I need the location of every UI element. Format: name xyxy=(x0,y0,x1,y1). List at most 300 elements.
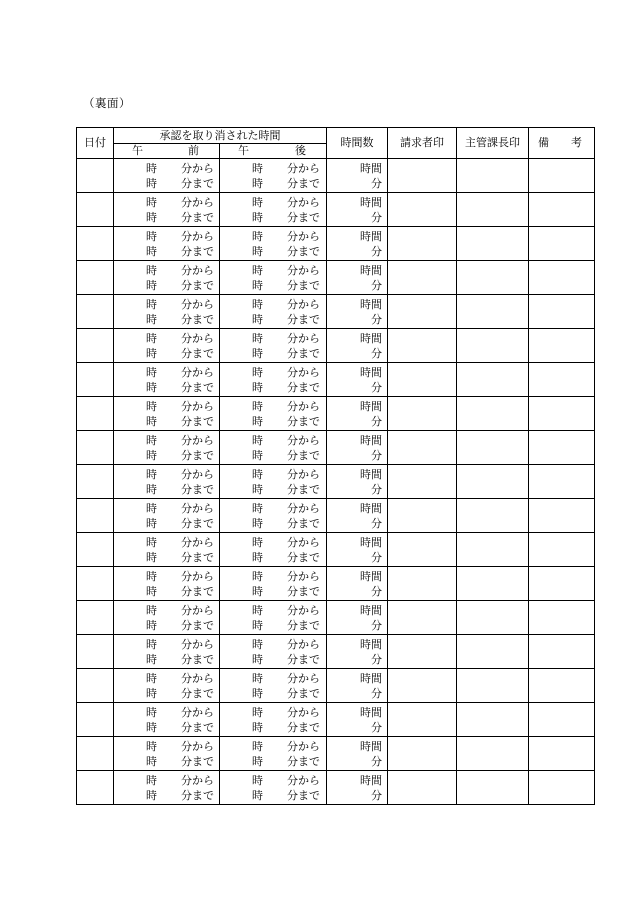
until-label: 分まで xyxy=(287,346,320,360)
hour-label: 時 xyxy=(146,161,157,175)
date-cell[interactable] xyxy=(77,703,114,737)
table-row xyxy=(77,669,595,703)
date-cell[interactable] xyxy=(77,329,114,363)
until-label: 分まで xyxy=(287,618,320,632)
remarks-cell[interactable] xyxy=(529,669,595,703)
header-remarks-first: 備 xyxy=(538,136,549,149)
header-hours-count: 時間数 xyxy=(327,128,388,159)
date-cell[interactable] xyxy=(77,499,114,533)
until-label: 分まで xyxy=(287,788,320,802)
duration-min-label: 分 xyxy=(371,788,382,802)
hours-count-cell[interactable] xyxy=(327,193,388,227)
from-label: 分から xyxy=(181,705,214,719)
until-label: 分まで xyxy=(287,176,320,190)
from-label: 分から xyxy=(287,773,320,787)
until-label: 分まで xyxy=(287,754,320,768)
remarks-cell[interactable] xyxy=(529,635,595,669)
hour-label: 時 xyxy=(146,433,157,447)
hours-count-cell[interactable] xyxy=(327,737,388,771)
from-label: 分から xyxy=(181,535,214,549)
hour-label: 時 xyxy=(252,501,263,515)
header-requester-seal: 請求者印 xyxy=(388,128,457,159)
from-label: 分から xyxy=(181,229,214,243)
from-label: 分から xyxy=(181,569,214,583)
remarks-cell[interactable] xyxy=(529,261,595,295)
am-time-cell[interactable] xyxy=(114,635,220,669)
until-label: 分まで xyxy=(181,448,214,462)
hour-label: 時 xyxy=(146,297,157,311)
until-label: 分まで xyxy=(181,652,214,666)
manager-seal-cell[interactable] xyxy=(457,193,529,227)
header-am xyxy=(114,144,220,159)
hour-label: 時 xyxy=(146,516,157,530)
date-cell[interactable] xyxy=(77,159,114,193)
until-label: 分まで xyxy=(181,686,214,700)
until-label: 分まで xyxy=(181,482,214,496)
hour-label: 時 xyxy=(252,331,263,345)
hour-label: 時 xyxy=(252,210,263,224)
from-label: 分から xyxy=(287,603,320,617)
pm-time-cell[interactable] xyxy=(220,227,327,261)
hour-label: 時 xyxy=(252,312,263,326)
remarks-cell[interactable] xyxy=(529,159,595,193)
table-row xyxy=(77,533,595,567)
from-label: 分から xyxy=(287,637,320,651)
duration-hour-label: 時間 xyxy=(360,399,382,413)
hour-label: 時 xyxy=(252,297,263,311)
pm-time-cell[interactable] xyxy=(220,431,327,465)
pm-time-cell[interactable] xyxy=(220,601,327,635)
until-label: 分まで xyxy=(287,550,320,564)
table-row xyxy=(77,499,595,533)
from-label: 分から xyxy=(181,297,214,311)
pm-time-cell[interactable] xyxy=(220,669,327,703)
until-label: 分まで xyxy=(181,788,214,802)
until-label: 分まで xyxy=(287,244,320,258)
requester-seal-cell[interactable] xyxy=(388,193,457,227)
hours-count-cell[interactable] xyxy=(327,533,388,567)
am-time-cell[interactable] xyxy=(114,329,220,363)
hour-label: 時 xyxy=(146,671,157,685)
requester-seal-cell[interactable] xyxy=(388,261,457,295)
until-label: 分まで xyxy=(181,210,214,224)
hour-label: 時 xyxy=(146,501,157,515)
until-label: 分まで xyxy=(287,584,320,598)
remarks-cell[interactable] xyxy=(529,295,595,329)
am-time-cell[interactable] xyxy=(114,499,220,533)
until-label: 分まで xyxy=(287,278,320,292)
hour-label: 時 xyxy=(252,176,263,190)
hour-label: 時 xyxy=(252,569,263,583)
requester-seal-cell[interactable] xyxy=(388,397,457,431)
hours-count-cell[interactable] xyxy=(327,567,388,601)
manager-seal-cell[interactable] xyxy=(457,533,529,567)
hour-label: 時 xyxy=(252,399,263,413)
hour-label: 時 xyxy=(146,637,157,651)
duration-min-label: 分 xyxy=(371,686,382,700)
remarks-cell[interactable] xyxy=(529,771,595,805)
duration-hour-label: 時間 xyxy=(360,161,382,175)
from-label: 分から xyxy=(181,671,214,685)
date-cell[interactable] xyxy=(77,737,114,771)
hours-count-cell[interactable] xyxy=(327,669,388,703)
hours-count-cell[interactable] xyxy=(327,261,388,295)
duration-min-label: 分 xyxy=(371,584,382,598)
hours-count-cell[interactable] xyxy=(327,363,388,397)
manager-seal-cell[interactable] xyxy=(457,703,529,737)
date-cell[interactable] xyxy=(77,601,114,635)
hour-label: 時 xyxy=(146,380,157,394)
duration-min-label: 分 xyxy=(371,380,382,394)
hour-label: 時 xyxy=(252,773,263,787)
hour-label: 時 xyxy=(146,467,157,481)
until-label: 分まで xyxy=(181,584,214,598)
manager-seal-cell[interactable] xyxy=(457,363,529,397)
manager-seal-cell[interactable] xyxy=(457,465,529,499)
until-label: 分まで xyxy=(181,312,214,326)
pm-time-cell[interactable] xyxy=(220,397,327,431)
am-time-cell[interactable] xyxy=(114,669,220,703)
am-time-cell[interactable] xyxy=(114,703,220,737)
duration-min-label: 分 xyxy=(371,346,382,360)
am-time-cell[interactable] xyxy=(114,465,220,499)
until-label: 分まで xyxy=(287,686,320,700)
am-time-cell[interactable] xyxy=(114,227,220,261)
remarks-cell[interactable] xyxy=(529,737,595,771)
pm-time-cell[interactable] xyxy=(220,295,327,329)
date-cell[interactable] xyxy=(77,431,114,465)
am-time-cell[interactable] xyxy=(114,159,220,193)
manager-seal-cell[interactable] xyxy=(457,601,529,635)
from-label: 分から xyxy=(287,195,320,209)
hour-label: 時 xyxy=(146,448,157,462)
pm-time-cell[interactable] xyxy=(220,567,327,601)
duration-hour-label: 時間 xyxy=(360,365,382,379)
date-cell[interactable] xyxy=(77,635,114,669)
hour-label: 時 xyxy=(146,482,157,496)
am-time-cell[interactable] xyxy=(114,261,220,295)
am-time-cell[interactable] xyxy=(114,601,220,635)
remarks-cell[interactable] xyxy=(529,193,595,227)
from-label: 分から xyxy=(181,773,214,787)
requester-seal-cell[interactable] xyxy=(388,771,457,805)
manager-seal-cell[interactable] xyxy=(457,397,529,431)
hour-label: 時 xyxy=(146,195,157,209)
date-cell[interactable] xyxy=(77,363,114,397)
until-label: 分まで xyxy=(181,278,214,292)
manager-seal-cell[interactable] xyxy=(457,499,529,533)
requester-seal-cell[interactable] xyxy=(388,431,457,465)
date-cell[interactable] xyxy=(77,261,114,295)
duration-hour-label: 時間 xyxy=(360,535,382,549)
duration-hour-label: 時間 xyxy=(360,739,382,753)
remarks-cell[interactable] xyxy=(529,431,595,465)
header-am-second: 前 xyxy=(188,144,199,157)
manager-seal-cell[interactable] xyxy=(457,261,529,295)
hour-label: 時 xyxy=(252,365,263,379)
hour-label: 時 xyxy=(252,516,263,530)
table-row xyxy=(77,261,595,295)
remarks-cell[interactable] xyxy=(529,397,595,431)
until-label: 分まで xyxy=(181,346,214,360)
hours-count-cell[interactable] xyxy=(327,227,388,261)
date-cell[interactable] xyxy=(77,567,114,601)
pm-time-cell[interactable] xyxy=(220,159,327,193)
hour-label: 時 xyxy=(146,773,157,787)
manager-seal-cell[interactable] xyxy=(457,227,529,261)
hour-label: 時 xyxy=(146,603,157,617)
duration-min-label: 分 xyxy=(371,652,382,666)
requester-seal-cell[interactable] xyxy=(388,363,457,397)
from-label: 分から xyxy=(181,467,214,481)
am-time-cell[interactable] xyxy=(114,295,220,329)
hour-label: 時 xyxy=(146,210,157,224)
from-label: 分から xyxy=(287,739,320,753)
table-row xyxy=(77,771,595,805)
from-label: 分から xyxy=(287,501,320,515)
header-cancelled-time: 承認を取り消された時間 xyxy=(114,128,327,144)
pm-time-cell[interactable] xyxy=(220,635,327,669)
duration-hour-label: 時間 xyxy=(360,229,382,243)
from-label: 分から xyxy=(181,433,214,447)
from-label: 分から xyxy=(181,263,214,277)
hours-count-cell[interactable] xyxy=(327,397,388,431)
remarks-cell[interactable] xyxy=(529,499,595,533)
until-label: 分まで xyxy=(181,176,214,190)
hour-label: 時 xyxy=(252,618,263,632)
hour-label: 時 xyxy=(146,346,157,360)
requester-seal-cell[interactable] xyxy=(388,499,457,533)
duration-hour-label: 時間 xyxy=(360,773,382,787)
duration-min-label: 分 xyxy=(371,448,382,462)
pm-time-cell[interactable] xyxy=(220,193,327,227)
pm-time-cell[interactable] xyxy=(220,261,327,295)
requester-seal-cell[interactable] xyxy=(388,329,457,363)
remarks-cell[interactable] xyxy=(529,567,595,601)
am-time-cell[interactable] xyxy=(114,567,220,601)
duration-min-label: 分 xyxy=(371,482,382,496)
hours-count-cell[interactable] xyxy=(327,771,388,805)
table-row xyxy=(77,465,595,499)
requester-seal-cell[interactable] xyxy=(388,227,457,261)
duration-hour-label: 時間 xyxy=(360,263,382,277)
requester-seal-cell[interactable] xyxy=(388,737,457,771)
requester-seal-cell[interactable] xyxy=(388,669,457,703)
hours-count-cell[interactable] xyxy=(327,703,388,737)
from-label: 分から xyxy=(181,161,214,175)
hour-label: 時 xyxy=(146,331,157,345)
hour-label: 時 xyxy=(252,195,263,209)
header-am-first: 午 xyxy=(132,144,143,157)
am-time-cell[interactable] xyxy=(114,397,220,431)
hour-label: 時 xyxy=(252,754,263,768)
manager-seal-cell[interactable] xyxy=(457,329,529,363)
duration-min-label: 分 xyxy=(371,278,382,292)
requester-seal-cell[interactable] xyxy=(388,635,457,669)
duration-hour-label: 時間 xyxy=(360,705,382,719)
pm-time-cell[interactable] xyxy=(220,703,327,737)
hours-count-cell[interactable] xyxy=(327,295,388,329)
from-label: 分から xyxy=(287,705,320,719)
header-pm xyxy=(220,144,327,159)
hours-count-cell[interactable] xyxy=(327,431,388,465)
duration-min-label: 分 xyxy=(371,516,382,530)
pm-time-cell[interactable] xyxy=(220,465,327,499)
hour-label: 時 xyxy=(146,618,157,632)
pm-time-cell[interactable] xyxy=(220,499,327,533)
from-label: 分から xyxy=(287,229,320,243)
am-time-cell[interactable] xyxy=(114,737,220,771)
manager-seal-cell[interactable] xyxy=(457,159,529,193)
hour-label: 時 xyxy=(146,754,157,768)
until-label: 分まで xyxy=(287,448,320,462)
from-label: 分から xyxy=(287,331,320,345)
duration-hour-label: 時間 xyxy=(360,603,382,617)
duration-hour-label: 時間 xyxy=(360,671,382,685)
date-cell[interactable] xyxy=(77,465,114,499)
until-label: 分まで xyxy=(181,516,214,530)
table-row xyxy=(77,329,595,363)
hour-label: 時 xyxy=(252,637,263,651)
from-label: 分から xyxy=(287,263,320,277)
date-cell[interactable] xyxy=(77,533,114,567)
requester-seal-cell[interactable] xyxy=(388,567,457,601)
manager-seal-cell[interactable] xyxy=(457,771,529,805)
hour-label: 時 xyxy=(146,229,157,243)
table-row xyxy=(77,159,595,193)
table-row xyxy=(77,397,595,431)
date-cell[interactable] xyxy=(77,771,114,805)
table-row xyxy=(77,635,595,669)
hours-count-cell[interactable] xyxy=(327,635,388,669)
requester-seal-cell[interactable] xyxy=(388,465,457,499)
hour-label: 時 xyxy=(252,229,263,243)
requester-seal-cell[interactable] xyxy=(388,601,457,635)
manager-seal-cell[interactable] xyxy=(457,431,529,465)
hour-label: 時 xyxy=(146,278,157,292)
am-time-cell[interactable] xyxy=(114,363,220,397)
duration-min-label: 分 xyxy=(371,754,382,768)
header-remarks xyxy=(529,128,595,159)
hour-label: 時 xyxy=(146,705,157,719)
hour-label: 時 xyxy=(146,652,157,666)
remarks-cell[interactable] xyxy=(529,465,595,499)
hour-label: 時 xyxy=(252,550,263,564)
hour-label: 時 xyxy=(146,584,157,598)
table-row xyxy=(77,193,595,227)
hours-count-cell[interactable] xyxy=(327,465,388,499)
am-time-cell[interactable] xyxy=(114,771,220,805)
hours-count-cell[interactable] xyxy=(327,499,388,533)
date-cell[interactable] xyxy=(77,193,114,227)
pm-time-cell[interactable] xyxy=(220,737,327,771)
duration-hour-label: 時間 xyxy=(360,467,382,481)
am-time-cell[interactable] xyxy=(114,193,220,227)
until-label: 分まで xyxy=(181,618,214,632)
remarks-cell[interactable] xyxy=(529,703,595,737)
from-label: 分から xyxy=(181,365,214,379)
date-cell[interactable] xyxy=(77,397,114,431)
until-label: 分まで xyxy=(181,414,214,428)
hour-label: 時 xyxy=(252,535,263,549)
manager-seal-cell[interactable] xyxy=(457,567,529,601)
requester-seal-cell[interactable] xyxy=(388,533,457,567)
hours-count-cell[interactable] xyxy=(327,329,388,363)
header-pm-first: 午 xyxy=(238,144,249,157)
date-cell[interactable] xyxy=(77,295,114,329)
header-remarks-second: 考 xyxy=(571,136,582,149)
hour-label: 時 xyxy=(252,671,263,685)
date-cell[interactable] xyxy=(77,669,114,703)
hour-label: 時 xyxy=(146,569,157,583)
pm-time-cell[interactable] xyxy=(220,363,327,397)
pm-time-cell[interactable] xyxy=(220,771,327,805)
date-cell[interactable] xyxy=(77,227,114,261)
am-time-cell[interactable] xyxy=(114,533,220,567)
hour-label: 時 xyxy=(146,535,157,549)
table-row xyxy=(77,601,595,635)
hour-label: 時 xyxy=(252,603,263,617)
remarks-cell[interactable] xyxy=(529,227,595,261)
duration-min-label: 分 xyxy=(371,176,382,190)
table-row xyxy=(77,703,595,737)
hour-label: 時 xyxy=(252,244,263,258)
header-row-top xyxy=(77,128,595,144)
duration-hour-label: 時間 xyxy=(360,501,382,515)
duration-min-label: 分 xyxy=(371,312,382,326)
hour-label: 時 xyxy=(146,788,157,802)
manager-seal-cell[interactable] xyxy=(457,295,529,329)
manager-seal-cell[interactable] xyxy=(457,669,529,703)
duration-hour-label: 時間 xyxy=(360,195,382,209)
hour-label: 時 xyxy=(146,686,157,700)
from-label: 分から xyxy=(181,603,214,617)
header-date: 日付 xyxy=(77,128,114,159)
remarks-cell[interactable] xyxy=(529,533,595,567)
hour-label: 時 xyxy=(252,584,263,598)
until-label: 分まで xyxy=(181,244,214,258)
requester-seal-cell[interactable] xyxy=(388,703,457,737)
time-cancellation-table xyxy=(76,127,595,805)
requester-seal-cell[interactable] xyxy=(388,159,457,193)
hour-label: 時 xyxy=(146,176,157,190)
hour-label: 時 xyxy=(146,550,157,564)
remarks-cell[interactable] xyxy=(529,601,595,635)
hour-label: 時 xyxy=(252,482,263,496)
am-time-cell[interactable] xyxy=(114,431,220,465)
hour-label: 時 xyxy=(252,161,263,175)
duration-hour-label: 時間 xyxy=(360,331,382,345)
hour-label: 時 xyxy=(252,263,263,277)
manager-seal-cell[interactable] xyxy=(457,737,529,771)
remarks-cell[interactable] xyxy=(529,329,595,363)
from-label: 分から xyxy=(287,297,320,311)
duration-min-label: 分 xyxy=(371,550,382,564)
pm-time-cell[interactable] xyxy=(220,533,327,567)
from-label: 分から xyxy=(287,671,320,685)
hours-count-cell[interactable] xyxy=(327,159,388,193)
until-label: 分まで xyxy=(181,380,214,394)
requester-seal-cell[interactable] xyxy=(388,295,457,329)
remarks-cell[interactable] xyxy=(529,363,595,397)
pm-time-cell[interactable] xyxy=(220,329,327,363)
header-manager-seal: 主管課長印 xyxy=(457,128,529,159)
from-label: 分から xyxy=(181,399,214,413)
hour-label: 時 xyxy=(252,467,263,481)
from-label: 分から xyxy=(181,331,214,345)
hours-count-cell[interactable] xyxy=(327,601,388,635)
manager-seal-cell[interactable] xyxy=(457,635,529,669)
